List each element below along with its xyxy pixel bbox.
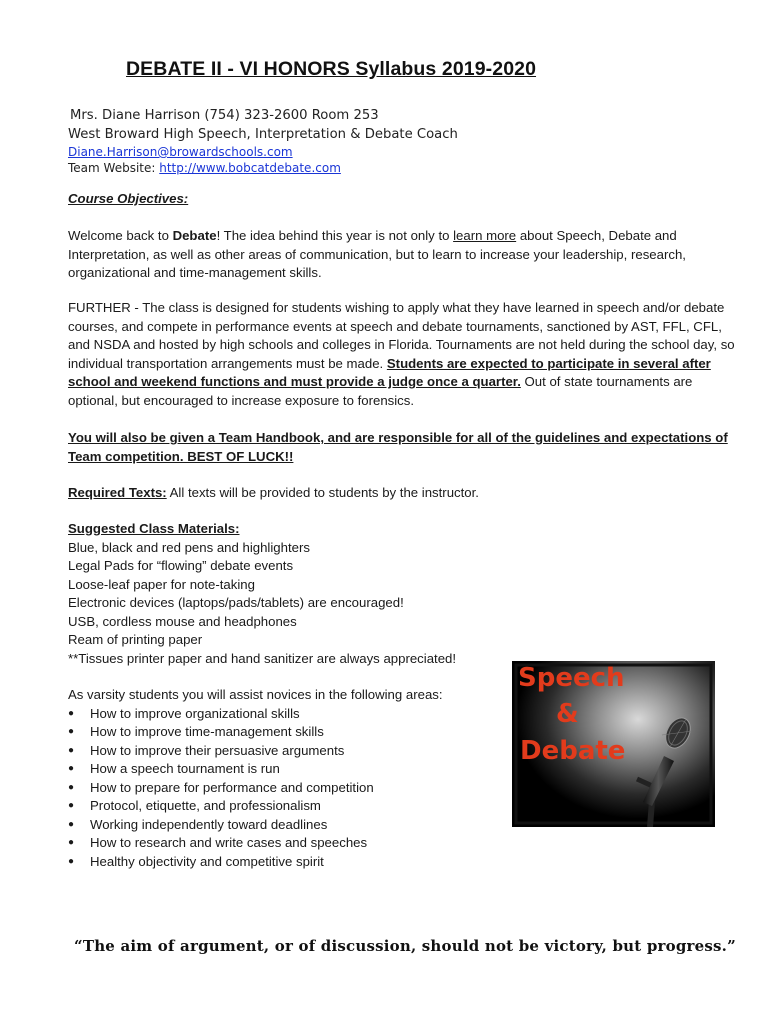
materials-item: Ream of printing paper xyxy=(68,632,203,647)
varsity-list xyxy=(68,705,508,872)
image-word-ampersand: & xyxy=(556,699,579,729)
coach-line: West Broward High Speech, Interpretation & Debate Coach xyxy=(68,127,458,142)
materials-item: Legal Pads for “flowing” debate events xyxy=(68,558,294,573)
list-item: ● Protocol, etiquette, and professionalism xyxy=(68,797,508,816)
contact-block xyxy=(68,106,458,176)
varsity-section xyxy=(68,686,508,871)
email-link[interactable]: Diane.Harrison@browardschools.com xyxy=(68,145,293,159)
image-word-speech: Speech xyxy=(518,663,625,693)
closing-quote: “The aim of argument, or of discussion, should not be victory, but progress.” xyxy=(74,937,736,955)
materials-item: Blue, black and red pens and highlighters xyxy=(68,539,310,555)
list-item: ● Healthy objectivity and competitive spirit xyxy=(68,853,508,872)
handbook-notice: You will also be given a Team Handbook, and are responsible for all of the guidelines and expectations of Team competition. BEST OF LUCK!! xyxy=(68,430,728,464)
list-item: ● How to improve their persuasive arguments xyxy=(68,742,508,761)
materials-item: Loose-leaf paper for note-taking xyxy=(68,576,255,592)
speech-debate-image xyxy=(512,661,715,827)
objectives-paragraph-1: Welcome back to Debate! The idea behind this year is not only to learn more about Speech, Debate and Interpretation, as well as other areas of communication, but to learn to increase your leadership, research, organizational and time-management skills. xyxy=(68,228,686,280)
objectives-paragraph-2: FURTHER - The class is designed for students wishing to apply what they have learned in speech and/or debate courses, and compete in performance events at speech and debate tournaments, sanctioned by AST, FFL, CFL, and NSDA and hosted by high schools and colleges in Florida. Tournaments are not held during the school day, so individual transportation arrangements must be made. Students are expected to participate in several after school and weekend functions and must provide a judge once a quarter. Out of state tournaments are optional, but encouraged to increase exposure to forensics. xyxy=(68,300,735,408)
required-texts-label: Required Texts: xyxy=(68,485,167,500)
list-item: ● Working independently toward deadlines xyxy=(68,816,508,835)
website-line xyxy=(68,160,458,176)
materials-item: **Tissues printer paper and hand sanitizer are always appreciated! xyxy=(68,650,457,666)
list-item: ● How to research and write cases and speeches xyxy=(68,834,508,853)
materials-heading: Suggested Class Materials: xyxy=(68,521,240,536)
varsity-intro: As varsity students you will assist novices in the following areas: xyxy=(68,687,443,702)
website-link[interactable]: http://www.bobcatdebate.com xyxy=(159,161,341,175)
image-word-debate: Debate xyxy=(520,736,626,766)
list-item: ● How to improve time-management skills xyxy=(68,723,508,742)
list-item: ● How a speech tournament is run xyxy=(68,760,508,779)
materials-section xyxy=(68,520,738,668)
required-texts xyxy=(68,484,738,503)
list-item: ● How to prepare for performance and competition xyxy=(68,779,508,798)
materials-item: USB, cordless mouse and headphones xyxy=(68,613,297,629)
teacher-line: Mrs. Diane Harrison (754) 323-2600 Room 253 xyxy=(70,108,379,123)
list-item: ● How to improve organizational skills xyxy=(68,705,508,724)
objectives-heading: Course Objectives: xyxy=(68,191,189,206)
page-title: DEBATE II - VI HONORS Syllabus 2019-2020 xyxy=(126,58,537,80)
required-texts-value: All texts will be provided to students by the instructor. xyxy=(166,485,479,500)
website-label: Team Website: xyxy=(68,161,160,175)
materials-item: Electronic devices (laptops/pads/tablets) are encouraged! xyxy=(68,595,404,610)
